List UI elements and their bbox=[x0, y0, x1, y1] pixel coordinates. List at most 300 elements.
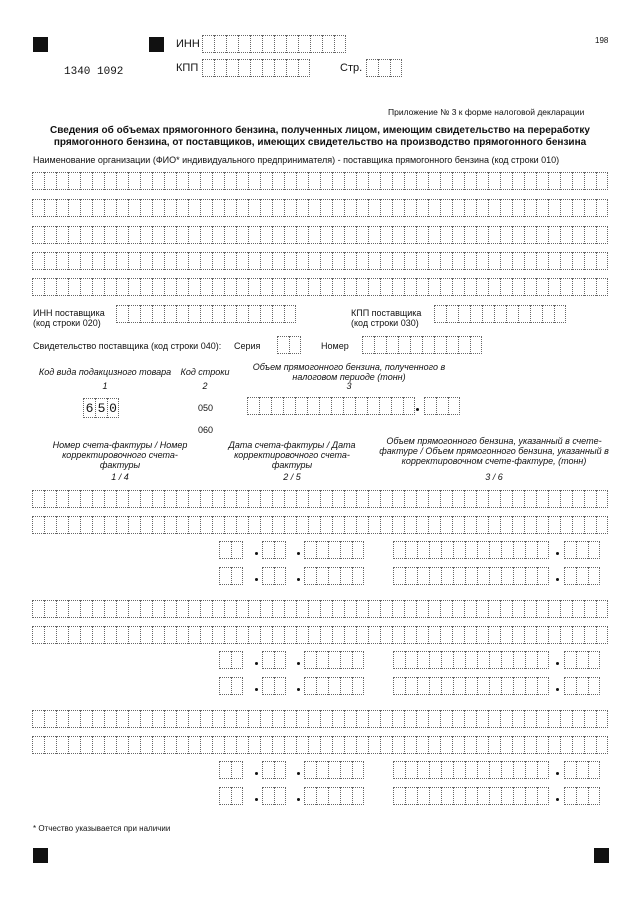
input-cell[interactable] bbox=[331, 397, 343, 415]
input-cell[interactable] bbox=[356, 226, 368, 244]
input-cell[interactable] bbox=[152, 490, 164, 508]
input-cell[interactable] bbox=[104, 626, 116, 644]
input-cell[interactable] bbox=[274, 787, 286, 805]
input-cell[interactable] bbox=[588, 761, 600, 779]
input-cell[interactable] bbox=[32, 710, 44, 728]
input-cell[interactable] bbox=[250, 35, 262, 53]
input-cell[interactable] bbox=[262, 35, 274, 53]
input-cell[interactable] bbox=[441, 651, 453, 669]
input-cell[interactable] bbox=[68, 626, 80, 644]
input-cell[interactable] bbox=[212, 490, 224, 508]
input-cell[interactable] bbox=[380, 626, 392, 644]
input-cell[interactable] bbox=[152, 226, 164, 244]
input-cell[interactable] bbox=[477, 567, 489, 585]
input-cell[interactable] bbox=[296, 199, 308, 217]
input-cell[interactable] bbox=[417, 651, 429, 669]
input-cell[interactable] bbox=[272, 226, 284, 244]
input-cell[interactable] bbox=[453, 761, 465, 779]
input-cell[interactable] bbox=[464, 252, 476, 270]
input-cell[interactable] bbox=[116, 490, 128, 508]
input-cell[interactable] bbox=[548, 226, 560, 244]
input-cell[interactable] bbox=[176, 600, 188, 618]
input-cell[interactable] bbox=[530, 305, 542, 323]
input-cell[interactable] bbox=[116, 252, 128, 270]
input-cell[interactable] bbox=[260, 626, 272, 644]
input-cell[interactable] bbox=[260, 226, 272, 244]
input-cell[interactable] bbox=[500, 516, 512, 534]
input-cell[interactable] bbox=[320, 516, 332, 534]
input-cell[interactable] bbox=[525, 541, 537, 559]
input-cell[interactable] bbox=[212, 305, 224, 323]
input-cell[interactable] bbox=[140, 252, 152, 270]
input-cell[interactable] bbox=[440, 278, 452, 296]
input-cell[interactable] bbox=[332, 252, 344, 270]
input-cell[interactable] bbox=[260, 600, 272, 618]
input-cell[interactable] bbox=[140, 278, 152, 296]
input-cell[interactable] bbox=[248, 600, 260, 618]
input-cell[interactable] bbox=[231, 761, 243, 779]
input-cell[interactable] bbox=[489, 761, 501, 779]
input-cell[interactable] bbox=[584, 626, 596, 644]
input-cell[interactable] bbox=[80, 252, 92, 270]
input-cell[interactable] bbox=[404, 736, 416, 754]
input-cell[interactable] bbox=[236, 199, 248, 217]
invoice-volume-integer-5[interactable] bbox=[393, 761, 549, 779]
input-cell[interactable] bbox=[564, 567, 576, 585]
input-cell[interactable] bbox=[104, 199, 116, 217]
input-cell[interactable] bbox=[92, 252, 104, 270]
input-cell[interactable] bbox=[296, 710, 308, 728]
input-cell[interactable] bbox=[32, 226, 44, 244]
input-cell[interactable] bbox=[236, 600, 248, 618]
input-cell[interactable] bbox=[405, 787, 417, 805]
input-cell[interactable] bbox=[404, 226, 416, 244]
input-cell[interactable] bbox=[500, 600, 512, 618]
input-cell[interactable] bbox=[536, 172, 548, 190]
input-cell[interactable] bbox=[404, 600, 416, 618]
input-cell[interactable] bbox=[44, 490, 56, 508]
input-cell[interactable] bbox=[224, 278, 236, 296]
input-cell[interactable] bbox=[368, 626, 380, 644]
input-cell[interactable] bbox=[392, 600, 404, 618]
input-cell[interactable] bbox=[536, 736, 548, 754]
input-cell[interactable] bbox=[128, 305, 140, 323]
input-cell[interactable] bbox=[452, 710, 464, 728]
invoice-date-month-1[interactable] bbox=[262, 541, 286, 559]
input-cell[interactable] bbox=[260, 516, 272, 534]
input-cell[interactable] bbox=[308, 226, 320, 244]
input-cell[interactable] bbox=[188, 172, 200, 190]
input-cell[interactable] bbox=[352, 787, 364, 805]
input-cell[interactable] bbox=[440, 516, 452, 534]
input-cell[interactable] bbox=[308, 710, 320, 728]
input-cell[interactable] bbox=[588, 787, 600, 805]
input-cell[interactable] bbox=[368, 600, 380, 618]
input-cell[interactable] bbox=[164, 516, 176, 534]
input-cell[interactable] bbox=[392, 736, 404, 754]
input-cell[interactable] bbox=[572, 516, 584, 534]
input-cell[interactable] bbox=[464, 626, 476, 644]
input-cell[interactable] bbox=[260, 305, 272, 323]
input-cell[interactable] bbox=[56, 226, 68, 244]
input-cell[interactable] bbox=[560, 710, 572, 728]
input-cell[interactable] bbox=[470, 305, 482, 323]
input-cell[interactable] bbox=[188, 490, 200, 508]
volume-received-integer[interactable] bbox=[247, 397, 415, 415]
input-cell[interactable] bbox=[416, 600, 428, 618]
input-cell[interactable] bbox=[441, 761, 453, 779]
input-cell[interactable] bbox=[328, 677, 340, 695]
input-cell[interactable] bbox=[304, 761, 316, 779]
input-cell[interactable] bbox=[366, 59, 378, 77]
input-cell[interactable] bbox=[453, 541, 465, 559]
input-cell[interactable] bbox=[92, 736, 104, 754]
input-cell[interactable] bbox=[500, 278, 512, 296]
input-cell[interactable] bbox=[176, 278, 188, 296]
input-cell[interactable] bbox=[316, 787, 328, 805]
input-cell[interactable] bbox=[44, 278, 56, 296]
input-cell[interactable] bbox=[452, 490, 464, 508]
input-cell[interactable] bbox=[596, 278, 608, 296]
input-cell[interactable] bbox=[334, 35, 346, 53]
input-cell[interactable] bbox=[272, 600, 284, 618]
invoice-date-year-6[interactable] bbox=[304, 787, 364, 805]
inn-field[interactable] bbox=[202, 35, 346, 53]
input-cell[interactable] bbox=[548, 600, 560, 618]
input-cell[interactable] bbox=[92, 199, 104, 217]
input-cell[interactable] bbox=[128, 516, 140, 534]
input-cell[interactable] bbox=[200, 226, 212, 244]
input-cell[interactable] bbox=[356, 736, 368, 754]
input-cell[interactable] bbox=[362, 336, 374, 354]
input-cell[interactable] bbox=[453, 651, 465, 669]
input-cell[interactable] bbox=[476, 516, 488, 534]
input-cell[interactable] bbox=[576, 567, 588, 585]
input-cell[interactable] bbox=[248, 252, 260, 270]
input-cell[interactable] bbox=[380, 199, 392, 217]
input-cell[interactable] bbox=[44, 226, 56, 244]
input-cell[interactable] bbox=[596, 490, 608, 508]
input-cell[interactable] bbox=[356, 600, 368, 618]
input-cell[interactable] bbox=[355, 397, 367, 415]
invoice-number-row-6[interactable] bbox=[32, 736, 608, 754]
input-cell[interactable] bbox=[584, 172, 596, 190]
input-cell[interactable] bbox=[392, 626, 404, 644]
input-cell[interactable] bbox=[464, 226, 476, 244]
input-cell[interactable] bbox=[328, 761, 340, 779]
input-cell[interactable] bbox=[295, 397, 307, 415]
input-cell[interactable] bbox=[524, 710, 536, 728]
input-cell[interactable] bbox=[489, 787, 501, 805]
input-cell[interactable] bbox=[44, 600, 56, 618]
input-cell[interactable] bbox=[513, 677, 525, 695]
input-cell[interactable] bbox=[513, 787, 525, 805]
input-cell[interactable] bbox=[488, 199, 500, 217]
input-cell[interactable] bbox=[284, 600, 296, 618]
input-cell[interactable] bbox=[248, 226, 260, 244]
input-cell[interactable] bbox=[428, 199, 440, 217]
input-cell[interactable] bbox=[560, 226, 572, 244]
input-cell[interactable] bbox=[564, 677, 576, 695]
input-cell[interactable] bbox=[416, 252, 428, 270]
supplier-inn-field[interactable] bbox=[116, 305, 296, 323]
input-cell[interactable] bbox=[128, 490, 140, 508]
input-cell[interactable] bbox=[296, 490, 308, 508]
input-cell[interactable] bbox=[506, 305, 518, 323]
input-cell[interactable] bbox=[393, 567, 405, 585]
input-cell[interactable] bbox=[429, 677, 441, 695]
input-cell[interactable] bbox=[344, 172, 356, 190]
input-cell[interactable] bbox=[429, 761, 441, 779]
input-cell[interactable] bbox=[501, 567, 513, 585]
input-cell[interactable] bbox=[572, 626, 584, 644]
input-cell[interactable] bbox=[296, 516, 308, 534]
input-cell[interactable] bbox=[152, 172, 164, 190]
input-cell[interactable] bbox=[92, 172, 104, 190]
input-cell[interactable] bbox=[319, 397, 331, 415]
input-cell[interactable] bbox=[200, 710, 212, 728]
input-cell[interactable] bbox=[560, 490, 572, 508]
input-cell[interactable] bbox=[56, 199, 68, 217]
input-cell[interactable] bbox=[392, 252, 404, 270]
input-cell[interactable] bbox=[56, 710, 68, 728]
input-cell[interactable] bbox=[212, 172, 224, 190]
input-cell[interactable] bbox=[524, 490, 536, 508]
input-cell[interactable] bbox=[260, 490, 272, 508]
input-cell[interactable] bbox=[56, 626, 68, 644]
input-cell[interactable] bbox=[403, 397, 415, 415]
input-cell[interactable] bbox=[104, 710, 116, 728]
input-cell[interactable] bbox=[416, 516, 428, 534]
input-cell[interactable] bbox=[272, 490, 284, 508]
input-cell[interactable] bbox=[393, 787, 405, 805]
input-cell[interactable] bbox=[188, 278, 200, 296]
input-cell[interactable] bbox=[512, 490, 524, 508]
input-cell[interactable] bbox=[390, 59, 402, 77]
input-cell[interactable] bbox=[248, 710, 260, 728]
input-cell[interactable] bbox=[416, 172, 428, 190]
input-cell[interactable] bbox=[392, 172, 404, 190]
input-cell[interactable] bbox=[352, 761, 364, 779]
input-cell[interactable] bbox=[128, 710, 140, 728]
input-cell[interactable] bbox=[236, 626, 248, 644]
input-cell[interactable] bbox=[596, 710, 608, 728]
input-cell[interactable] bbox=[596, 199, 608, 217]
input-cell[interactable] bbox=[236, 252, 248, 270]
input-cell[interactable] bbox=[332, 516, 344, 534]
input-cell[interactable] bbox=[500, 252, 512, 270]
input-cell[interactable] bbox=[344, 600, 356, 618]
input-cell[interactable] bbox=[284, 516, 296, 534]
input-cell[interactable] bbox=[428, 278, 440, 296]
input-cell[interactable] bbox=[352, 651, 364, 669]
input-cell[interactable] bbox=[236, 736, 248, 754]
input-cell[interactable] bbox=[536, 626, 548, 644]
input-cell[interactable] bbox=[489, 651, 501, 669]
input-cell[interactable] bbox=[214, 59, 226, 77]
input-cell[interactable] bbox=[453, 567, 465, 585]
input-cell[interactable] bbox=[219, 567, 231, 585]
input-cell[interactable] bbox=[284, 305, 296, 323]
input-cell[interactable] bbox=[548, 710, 560, 728]
input-cell[interactable] bbox=[416, 736, 428, 754]
input-cell[interactable] bbox=[298, 35, 310, 53]
input-cell[interactable] bbox=[176, 226, 188, 244]
input-cell[interactable] bbox=[219, 541, 231, 559]
org-name-row-1[interactable] bbox=[32, 172, 608, 190]
input-cell[interactable] bbox=[296, 626, 308, 644]
input-cell[interactable] bbox=[236, 226, 248, 244]
invoice-number-row-4[interactable] bbox=[32, 626, 608, 644]
invoice-number-row-3[interactable] bbox=[32, 600, 608, 618]
input-cell[interactable] bbox=[464, 710, 476, 728]
input-cell[interactable] bbox=[464, 516, 476, 534]
input-cell[interactable] bbox=[440, 252, 452, 270]
input-cell[interactable] bbox=[104, 278, 116, 296]
input-cell[interactable] bbox=[332, 199, 344, 217]
input-cell[interactable] bbox=[320, 172, 332, 190]
input-cell[interactable] bbox=[560, 626, 572, 644]
input-cell[interactable] bbox=[92, 226, 104, 244]
input-cell[interactable] bbox=[434, 336, 446, 354]
input-cell[interactable] bbox=[548, 172, 560, 190]
input-cell[interactable] bbox=[248, 490, 260, 508]
input-cell[interactable] bbox=[116, 172, 128, 190]
input-cell[interactable] bbox=[513, 761, 525, 779]
input-cell[interactable] bbox=[188, 252, 200, 270]
invoice-number-row-2[interactable] bbox=[32, 516, 608, 534]
input-cell[interactable] bbox=[488, 252, 500, 270]
input-cell[interactable] bbox=[588, 541, 600, 559]
invoice-date-day-3[interactable] bbox=[219, 651, 243, 669]
invoice-date-month-3[interactable] bbox=[262, 651, 286, 669]
input-cell[interactable] bbox=[68, 710, 80, 728]
input-cell[interactable] bbox=[271, 397, 283, 415]
input-cell[interactable] bbox=[116, 226, 128, 244]
input-cell[interactable] bbox=[128, 278, 140, 296]
input-cell[interactable] bbox=[584, 490, 596, 508]
input-cell[interactable] bbox=[164, 710, 176, 728]
input-cell[interactable] bbox=[164, 172, 176, 190]
input-cell[interactable] bbox=[328, 567, 340, 585]
input-cell[interactable] bbox=[416, 626, 428, 644]
input-cell[interactable] bbox=[537, 677, 549, 695]
input-cell[interactable] bbox=[405, 567, 417, 585]
input-cell[interactable] bbox=[452, 252, 464, 270]
invoice-date-month-4[interactable] bbox=[262, 677, 286, 695]
input-cell[interactable] bbox=[572, 172, 584, 190]
input-cell[interactable] bbox=[343, 397, 355, 415]
input-cell[interactable] bbox=[380, 600, 392, 618]
input-cell[interactable] bbox=[140, 226, 152, 244]
input-cell[interactable] bbox=[356, 516, 368, 534]
input-cell[interactable] bbox=[140, 172, 152, 190]
input-cell[interactable] bbox=[260, 736, 272, 754]
input-cell[interactable] bbox=[548, 490, 560, 508]
input-cell[interactable] bbox=[398, 336, 410, 354]
input-cell[interactable] bbox=[250, 59, 262, 77]
input-cell[interactable] bbox=[80, 710, 92, 728]
input-cell[interactable] bbox=[464, 278, 476, 296]
input-cell[interactable] bbox=[128, 252, 140, 270]
input-cell[interactable] bbox=[284, 736, 296, 754]
input-cell[interactable] bbox=[576, 677, 588, 695]
input-cell[interactable] bbox=[104, 736, 116, 754]
input-cell[interactable] bbox=[188, 710, 200, 728]
input-cell[interactable] bbox=[488, 600, 500, 618]
input-cell[interactable] bbox=[536, 516, 548, 534]
input-cell[interactable] bbox=[328, 651, 340, 669]
input-cell[interactable] bbox=[188, 199, 200, 217]
input-cell[interactable] bbox=[140, 736, 152, 754]
input-cell[interactable] bbox=[248, 172, 260, 190]
input-cell[interactable] bbox=[128, 600, 140, 618]
input-cell[interactable] bbox=[224, 252, 236, 270]
certificate-number-field[interactable] bbox=[362, 336, 482, 354]
input-cell[interactable] bbox=[274, 677, 286, 695]
input-cell[interactable] bbox=[344, 736, 356, 754]
input-cell[interactable] bbox=[441, 677, 453, 695]
input-cell[interactable] bbox=[140, 516, 152, 534]
input-cell[interactable] bbox=[236, 490, 248, 508]
input-cell[interactable] bbox=[56, 278, 68, 296]
input-cell[interactable] bbox=[536, 199, 548, 217]
invoice-date-year-4[interactable] bbox=[304, 677, 364, 695]
input-cell[interactable] bbox=[308, 626, 320, 644]
input-cell[interactable] bbox=[152, 710, 164, 728]
input-cell[interactable] bbox=[164, 490, 176, 508]
input-cell[interactable] bbox=[200, 490, 212, 508]
input-cell[interactable] bbox=[564, 787, 576, 805]
input-cell[interactable] bbox=[68, 516, 80, 534]
input-cell[interactable] bbox=[32, 626, 44, 644]
input-cell[interactable] bbox=[356, 278, 368, 296]
input-cell[interactable] bbox=[219, 761, 231, 779]
input-cell[interactable] bbox=[92, 516, 104, 534]
input-cell[interactable] bbox=[524, 516, 536, 534]
input-cell[interactable] bbox=[488, 516, 500, 534]
input-cell[interactable] bbox=[274, 567, 286, 585]
input-cell[interactable] bbox=[518, 305, 530, 323]
input-cell[interactable] bbox=[489, 677, 501, 695]
input-cell[interactable] bbox=[416, 278, 428, 296]
input-cell[interactable] bbox=[501, 651, 513, 669]
input-cell[interactable] bbox=[116, 516, 128, 534]
input-cell[interactable] bbox=[524, 736, 536, 754]
input-cell[interactable] bbox=[248, 516, 260, 534]
input-cell[interactable] bbox=[274, 541, 286, 559]
input-cell[interactable] bbox=[488, 626, 500, 644]
input-cell[interactable] bbox=[219, 651, 231, 669]
input-cell[interactable] bbox=[542, 305, 554, 323]
input-cell[interactable] bbox=[80, 600, 92, 618]
input-cell[interactable] bbox=[500, 736, 512, 754]
input-cell[interactable] bbox=[68, 252, 80, 270]
input-cell[interactable] bbox=[476, 172, 488, 190]
input-cell[interactable] bbox=[452, 600, 464, 618]
input-cell[interactable] bbox=[44, 710, 56, 728]
input-cell[interactable] bbox=[332, 490, 344, 508]
input-cell[interactable] bbox=[392, 278, 404, 296]
input-cell[interactable] bbox=[92, 626, 104, 644]
input-cell[interactable] bbox=[320, 710, 332, 728]
input-cell[interactable] bbox=[332, 226, 344, 244]
input-cell[interactable] bbox=[512, 600, 524, 618]
input-cell[interactable] bbox=[116, 710, 128, 728]
input-cell[interactable] bbox=[32, 252, 44, 270]
input-cell[interactable] bbox=[224, 490, 236, 508]
input-cell[interactable] bbox=[274, 761, 286, 779]
